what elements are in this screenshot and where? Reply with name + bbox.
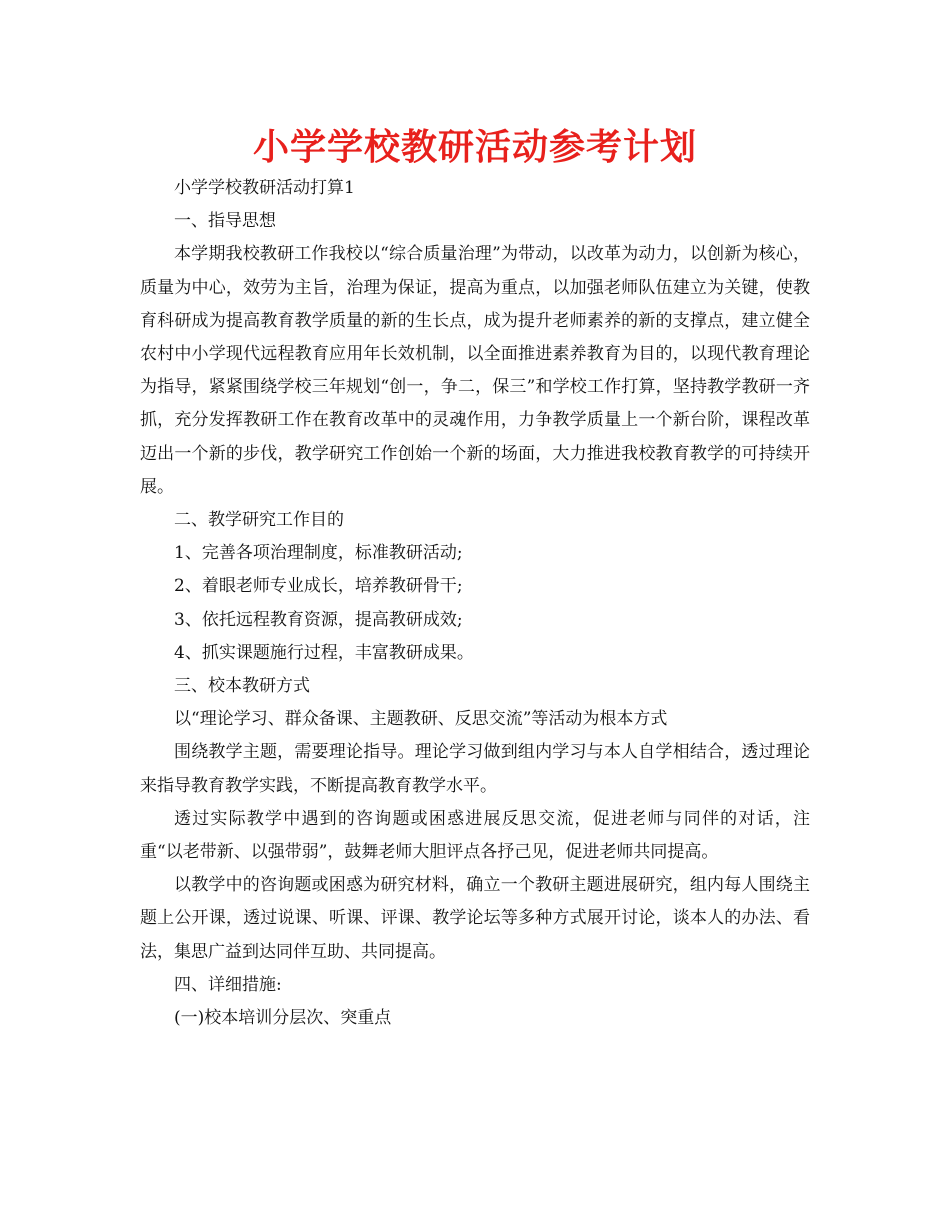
section-heading-research-goals: 二、教学研究工作目的 — [174, 510, 344, 531]
paragraph-reflection-exchange: 透过实际教学中遇到的咨询题或困惑进展反思交流，促进老师与同伴的对话，注重“以老带新、以强带弱”，鼓舞老师大胆评点各抒己见，促进老师共同提高。 — [140, 808, 810, 863]
paragraph-methods-intro: 以“理论学习、群众备课、主题教研、反思交流”等活动为根本方式 — [174, 709, 668, 730]
section-heading-guiding-thought: 一、指导思想 — [174, 211, 276, 232]
section-heading-measures: 四、详细措施: — [174, 974, 282, 995]
list-item-goal-2: 2、着眼老师专业成长，培养教研骨干; — [174, 576, 463, 597]
list-item-goal-1: 1、完善各项治理制度，标准教研活动; — [174, 543, 463, 564]
document-title: 小学学校教研活动参考计划 — [252, 127, 697, 168]
paragraph-theory-study: 围绕教学主题，需要理论指导。理论学习做到组内学习与本人自学相结合，透过理论来指导教育教学实践，不断提高教育教学水平。 — [140, 742, 810, 796]
section-heading-research-methods: 三、校本教研方式 — [174, 676, 310, 697]
subsection-heading-training: (一)校本培训分层次、突重点 — [174, 1008, 392, 1029]
paragraph-theme-research: 以教学中的咨询题或困惑为研究材料，确立一个教研主题进展研究，组内每人围绕主题上公开课，透过说课、听课、评课、教学论坛等多种方式展开讨论，谈本人的办法、看法，集思广益到达同伴互助、共同提高。 — [140, 875, 810, 962]
list-item-goal-4: 4、抓实课题施行过程，丰富教研成果。 — [174, 642, 474, 663]
list-item-goal-3: 3、依托远程教育资源，提高教研成效; — [174, 609, 463, 630]
document-body — [140, 172, 810, 1035]
paragraph-subtitle: 小学学校教研活动打算1 — [174, 178, 355, 198]
paragraph-guiding-thought: 本学期我校教研工作我校以“综合质量治理”为带动，以改革为动力，以创新为核心，质量为中心，效劳为主旨，治理为保证，提高为重点，以加强老师队伍建立为关键，使教育科研成为提高教育教学质量的新的生长点，成为提升老师素养的新的支撑点，建立健全农村中小学现代远程教育应用年长效机制，以全面推进素养教育为目的，以现代教育理论为指导，紧紧围绕学校三年规划“创一，争二，保三”和学校工作打算，坚持教学教研一齐抓，充分发挥教研工作在教育改革中的灵魂作用，力争教学质量上一个新台阶，课程改革迈出一个新的步伐，教学研究工作创始一个新的场面，大力推进我校教育教学的可持续开展。 — [140, 244, 810, 497]
